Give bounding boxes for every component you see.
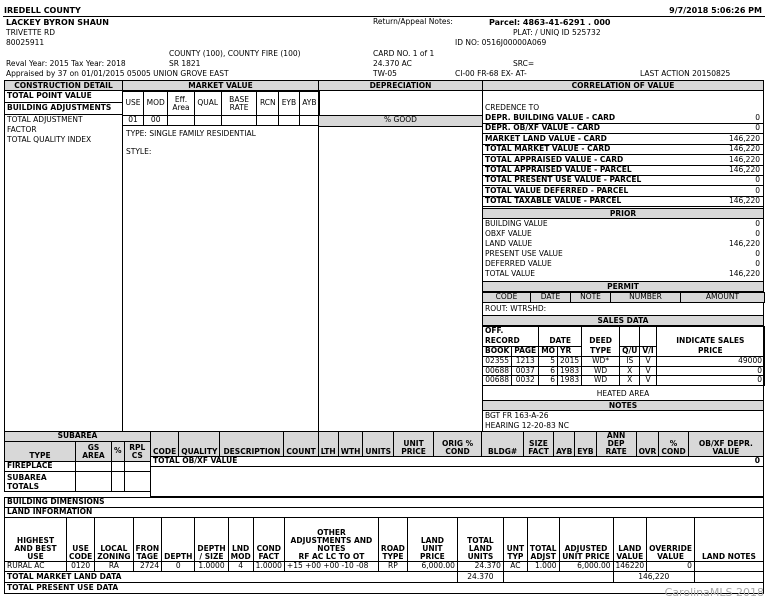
notes-header: NOTES (482, 400, 764, 411)
sales-deed: WD* (582, 357, 620, 367)
obxf-col: WTH (338, 432, 363, 457)
land-col-label: LND MOD (230, 544, 251, 561)
col-eyb: EYB (279, 92, 299, 116)
prior-label: BUILDING VALUE (485, 219, 548, 228)
land-col (378, 518, 407, 562)
obxf-col: BLDG# (482, 432, 524, 457)
county-name: IREDELL COUNTY (4, 6, 81, 15)
correlation-value: 0 (755, 185, 760, 195)
land-depth-size: 1.0000 (195, 562, 228, 572)
land-col-label: OTHER ADJUSTMENTS AND NOTES (290, 528, 373, 553)
land-road: RP (378, 562, 407, 572)
land-cond: 1.0000 (253, 562, 284, 572)
col-use: USE (123, 92, 144, 116)
sales-mo: 6 (539, 376, 558, 386)
obxf-col: DESCRIPTION (220, 432, 284, 457)
land-units: 24.370 (457, 562, 503, 572)
sales-h-off: OFF. (483, 327, 539, 337)
src-code: SRC= (513, 59, 535, 68)
fireplace-label: FIREPLACE (5, 462, 76, 472)
land-use: RURAL AC (5, 562, 67, 572)
land-col (527, 518, 559, 562)
land-col (133, 518, 162, 562)
permit-col-amount: AMOUNT (681, 293, 765, 303)
correlation-label: DEPR. OB/XF VALUE - CARD (485, 123, 601, 133)
sales-book: 02355 (483, 357, 512, 367)
obxf-col: UNIT PRICE (394, 432, 434, 457)
county-fire-districts: COUNTY (100), COUNTY FIRE (100) (169, 49, 301, 58)
report-datetime: 9/7/2018 5:06:26 PM (669, 6, 762, 15)
total-quality-index-label: TOTAL QUALITY INDEX (7, 135, 92, 144)
depreciation-header: DEPRECIATION (318, 80, 483, 91)
correlation-value: 146,220 (728, 133, 760, 143)
sales-price: 49000 (656, 357, 764, 367)
building-dimensions-label: BUILDING DIMENSIONS (7, 497, 105, 506)
correlation-value: 146,220 (728, 154, 760, 164)
sales-yr: 1983 (558, 376, 582, 386)
land-col-label: COND FACT (256, 544, 281, 561)
permit-col-note: NOTE (571, 293, 611, 303)
prior-value: 146,220 (728, 239, 760, 248)
id-number: ID NO: 0516J00000A069 (455, 38, 547, 47)
obxf-col: COUNT (284, 432, 318, 457)
col-mod: MOD (144, 92, 168, 116)
correlation-value: 146,220 (728, 196, 760, 206)
owner-name: LACKEY BYRON SHAUN (6, 18, 109, 27)
land-unit-price: 6,000.00 (407, 562, 457, 572)
construction-detail-panel (4, 80, 123, 432)
market-value-panel (122, 80, 319, 432)
sales-h-type: TYPE (582, 347, 620, 357)
subarea-col-pct: % (112, 442, 125, 462)
total-obxf-label: TOTAL OB/XF VALUE (153, 456, 238, 466)
land-adj-subheader: RF AC LC TO OT (298, 552, 365, 561)
percent-good-label: % GOOD (319, 116, 482, 126)
obxf-col: OB/XF DEPR. VALUE (688, 432, 763, 457)
obxf-col: UNITS (363, 432, 394, 457)
sales-price: 0 (656, 376, 764, 386)
land-col (694, 518, 763, 562)
sales-q: X (620, 366, 640, 376)
col-base-rate: BASE RATE (221, 92, 257, 116)
col-ayb: AYB (299, 92, 319, 116)
correlation-label: DEPR. BUILDING VALUE - CARD (485, 113, 616, 122)
return-appeal-notes-label: Return/Appeal Notes: (373, 17, 453, 26)
sales-h-price: PRICE (656, 347, 764, 357)
prior-label: LAND VALUE (485, 239, 533, 248)
owner-address-line1: TRIVETTE RD (6, 28, 56, 37)
permit-col-number: NUMBER (611, 293, 681, 303)
card-number: CARD NO. 1 of 1 (373, 49, 435, 58)
land-information-label: LAND INFORMATION (7, 507, 93, 516)
land-col-label: DEPTH (164, 552, 193, 561)
sales-h-indicate: INDICATE SALES (656, 337, 764, 347)
prior-label: PRESENT USE VALUE (485, 249, 563, 258)
prior-value: 0 (755, 219, 760, 228)
sales-yr: 2015 (558, 357, 582, 367)
total-market-land-label: TOTAL MARKET LAND DATA (5, 572, 458, 583)
heated-area-label: HEATED AREA (596, 389, 650, 398)
obxf-col: QUALITY (179, 432, 220, 457)
construction-detail-header: CONSTRUCTION DETAIL (4, 80, 123, 91)
land-col (253, 518, 284, 562)
obxf-col: % COND (659, 432, 688, 457)
correlation-label: TOTAL PRESENT USE VALUE - PARCEL (485, 175, 642, 185)
factor-label: FACTOR (7, 125, 37, 134)
correlation-label: TOTAL MARKET VALUE - CARD (485, 144, 611, 154)
correlation-row (483, 176, 763, 186)
land-col-label: ADJUSTED UNIT PRICE (562, 544, 610, 561)
credence-to-label: CREDENCE TO (485, 103, 540, 112)
sales-h-date: DATE (539, 337, 582, 347)
land-col (228, 518, 253, 562)
correlation-row (483, 124, 763, 134)
sales-h-vi: V/I (640, 347, 656, 357)
land-total-adj: 1.000 (527, 562, 559, 572)
obxf-col: AYB (554, 432, 575, 457)
correlation-row (483, 197, 763, 207)
sales-v: V (640, 376, 656, 386)
rout-wtrshd: ROUT: WTRSHD: (485, 304, 547, 313)
prior-value: 0 (755, 229, 760, 238)
land-col (613, 518, 647, 562)
col-qual: QUAL (194, 92, 221, 116)
land-unt-typ: AC (503, 562, 527, 572)
land-adj-price: 6,000.00 (559, 562, 613, 572)
obxf-col: SIZE FACT (524, 432, 554, 457)
appraised-by: Appraised by 37 on 01/01/2015 05005 UNION GROVE EAST (6, 69, 229, 78)
sales-h-qu: Q/U (620, 347, 640, 357)
watermark: CarolinaMLS 2018 (664, 586, 764, 600)
land-lnd-mod: 4 (228, 562, 253, 572)
property-style: STYLE: (126, 147, 152, 156)
correlation-value: 0 (755, 113, 760, 122)
land-col (95, 518, 133, 562)
sales-page: 0037 (512, 366, 539, 376)
land-land-value: 146220 (613, 562, 647, 572)
land-col (5, 518, 67, 562)
mod-value: 00 (144, 116, 168, 126)
township-code: TW-05 (373, 69, 397, 78)
permit-header: PERMIT (482, 281, 764, 292)
sales-row (483, 357, 765, 367)
land-col-label: LAND UNIT PRICE (420, 536, 445, 561)
state-road: SR 1821 (169, 59, 201, 68)
sales-v: V (640, 366, 656, 376)
correlation-label: TOTAL APPRAISED VALUE - PARCEL (485, 165, 632, 174)
land-col (457, 518, 503, 562)
land-col (503, 518, 527, 562)
land-col-label: TOTAL LAND UNITS (467, 536, 494, 561)
market-value-header: MARKET VALUE (122, 80, 319, 91)
sales-h-book: BOOK (483, 347, 512, 357)
land-frontage: 2724 (133, 562, 162, 572)
land-col-label: LOCAL ZONING (97, 544, 131, 561)
correlation-value: 0 (755, 175, 760, 185)
sales-data-header: SALES DATA (482, 315, 764, 326)
permit-table (482, 292, 765, 303)
sales-page: 0032 (512, 376, 539, 386)
total-present-use-label: TOTAL PRESENT USE DATA (5, 583, 764, 594)
sales-h-page: PAGE (512, 347, 539, 357)
depreciation-panel (318, 80, 483, 432)
prior-row (483, 270, 763, 280)
correlation-label: TOTAL APPRAISED VALUE - CARD (485, 154, 624, 164)
land-adj: +15 +00 +00 -10 -08 (284, 562, 378, 572)
obxf-col: ORIG % COND (434, 432, 482, 457)
correlation-value: 146,220 (728, 144, 760, 154)
sales-row (483, 376, 765, 386)
land-col-label: UNT TYP (506, 544, 525, 561)
obxf-col: LTH (318, 432, 338, 457)
correlation-panel (482, 80, 764, 432)
sales-mo: 6 (539, 366, 558, 376)
obxf-col: CODE (151, 432, 179, 457)
acreage: 24.370 AC (373, 59, 412, 68)
prior-value: 146,220 (728, 269, 760, 278)
land-col-label: ROAD TYPE (380, 544, 405, 561)
sales-book: 00688 (483, 366, 512, 376)
parcel-number: Parcel: 4863-41-6291 . 000 (489, 18, 611, 27)
land-zoning: RA (95, 562, 133, 572)
sales-q: X (620, 376, 640, 386)
sales-book: 00688 (483, 376, 512, 386)
obxf-table (150, 431, 764, 467)
sales-v: V (640, 357, 656, 367)
col-eff-area: Eff. Area (168, 92, 194, 116)
land-col (284, 518, 378, 562)
sales-yr: 1983 (558, 366, 582, 376)
sales-q: IS (620, 357, 640, 367)
land-override: 0 (647, 562, 695, 572)
sales-data-table (482, 326, 765, 386)
permit-col-date: DATE (531, 293, 571, 303)
land-depth: 0 (162, 562, 195, 572)
col-rcn: RCN (257, 92, 279, 116)
total-point-value-label: TOTAL POINT VALUE (7, 91, 92, 100)
owner-address-line2: 80025911 (6, 38, 45, 47)
market-value-table (122, 91, 320, 126)
last-action: LAST ACTION 20150825 (640, 69, 731, 78)
subarea-col-gs-area: GS AREA (76, 442, 112, 462)
subarea-totals-label: SUBAREA TOTALS (5, 472, 76, 492)
sales-deed: WD (582, 366, 620, 376)
correlation-value: 0 (755, 123, 760, 133)
sales-mo: 5 (539, 357, 558, 367)
sales-h-yr: YR (558, 347, 582, 357)
reval-tax-year: Reval Year: 2015 Tax Year: 2018 (6, 59, 126, 68)
subarea-col-type: TYPE (5, 442, 76, 462)
prior-value: 0 (755, 249, 760, 258)
prior-label: DEFERRED VALUE (485, 259, 552, 268)
ci-fr-ex-at-codes: CI-00 FR-68 EX- AT- (455, 69, 527, 78)
land-col-label: LAND NOTES (701, 552, 756, 561)
correlation-value: 146,220 (728, 165, 760, 174)
property-type: TYPE: SINGLE FAMILY RESIDENTIAL (126, 129, 256, 138)
subarea-col-rpl-cs: RPL CS (124, 442, 150, 462)
sales-h-deed: DEED (582, 337, 620, 347)
prior-value: 0 (755, 259, 760, 268)
land-col-label: HIGHEST AND BEST USE (14, 536, 57, 561)
land-col-label: TOTAL ADJST (529, 544, 557, 561)
correlation-label: TOTAL VALUE DEFERRED - PARCEL (485, 185, 629, 195)
obxf-col: EYB (575, 432, 596, 457)
correlation-header: CORRELATION OF VALUE (482, 80, 764, 91)
total-obxf-value: 0 (754, 456, 760, 465)
sales-h-mo: MO (539, 347, 558, 357)
land-col-label: OVERRIDE VALUE (649, 544, 692, 561)
notes-line2: HEARING 12-20-83 NC (485, 421, 570, 430)
land-col (647, 518, 695, 562)
land-col (407, 518, 457, 562)
prior-label: TOTAL VALUE (485, 269, 535, 278)
land-col (195, 518, 228, 562)
land-notes (694, 562, 763, 572)
prior-header: PRIOR (482, 208, 764, 219)
sales-page: 1213 (512, 357, 539, 367)
land-code: 0120 (67, 562, 95, 572)
land-table (4, 517, 764, 594)
total-adjustment-label: TOTAL ADJUSTMENT (7, 115, 83, 124)
permit-col-code: CODE (483, 293, 531, 303)
prior-label: OBXF VALUE (485, 229, 532, 238)
land-col (67, 518, 95, 562)
land-col-label: USE CODE (69, 544, 93, 561)
correlation-row (483, 145, 763, 155)
building-adjustments-label: BUILDING ADJUSTMENTS (7, 103, 112, 112)
subarea-header: SUBAREA (5, 432, 151, 442)
plat-uniq-id: PLAT: / UNIQ ID 525732 (513, 28, 601, 37)
land-col-label: DEPTH / SIZE (197, 544, 226, 561)
obxf-col: ANN DEP RATE (596, 432, 636, 457)
land-col-label: FRON TAGE (135, 544, 160, 561)
correlation-label: TOTAL TAXABLE VALUE - PARCEL (485, 196, 622, 206)
sales-deed: WD (582, 376, 620, 386)
obxf-col: OVR (636, 432, 659, 457)
sales-price: 0 (656, 366, 764, 376)
total-land-units: 24.370 (457, 572, 503, 583)
land-col (162, 518, 195, 562)
subarea-table (4, 431, 151, 492)
land-col-label: LAND VALUE (616, 544, 644, 561)
correlation-label: MARKET LAND VALUE - CARD (485, 133, 607, 143)
notes-line1: BGT FR 163-A-26 (485, 411, 549, 420)
total-market-land-value: 146,220 (613, 572, 694, 583)
land-col (559, 518, 613, 562)
sales-h-record: RECORD (483, 337, 539, 347)
use-value: 01 (123, 116, 144, 126)
obxf-empty-area (150, 465, 764, 497)
